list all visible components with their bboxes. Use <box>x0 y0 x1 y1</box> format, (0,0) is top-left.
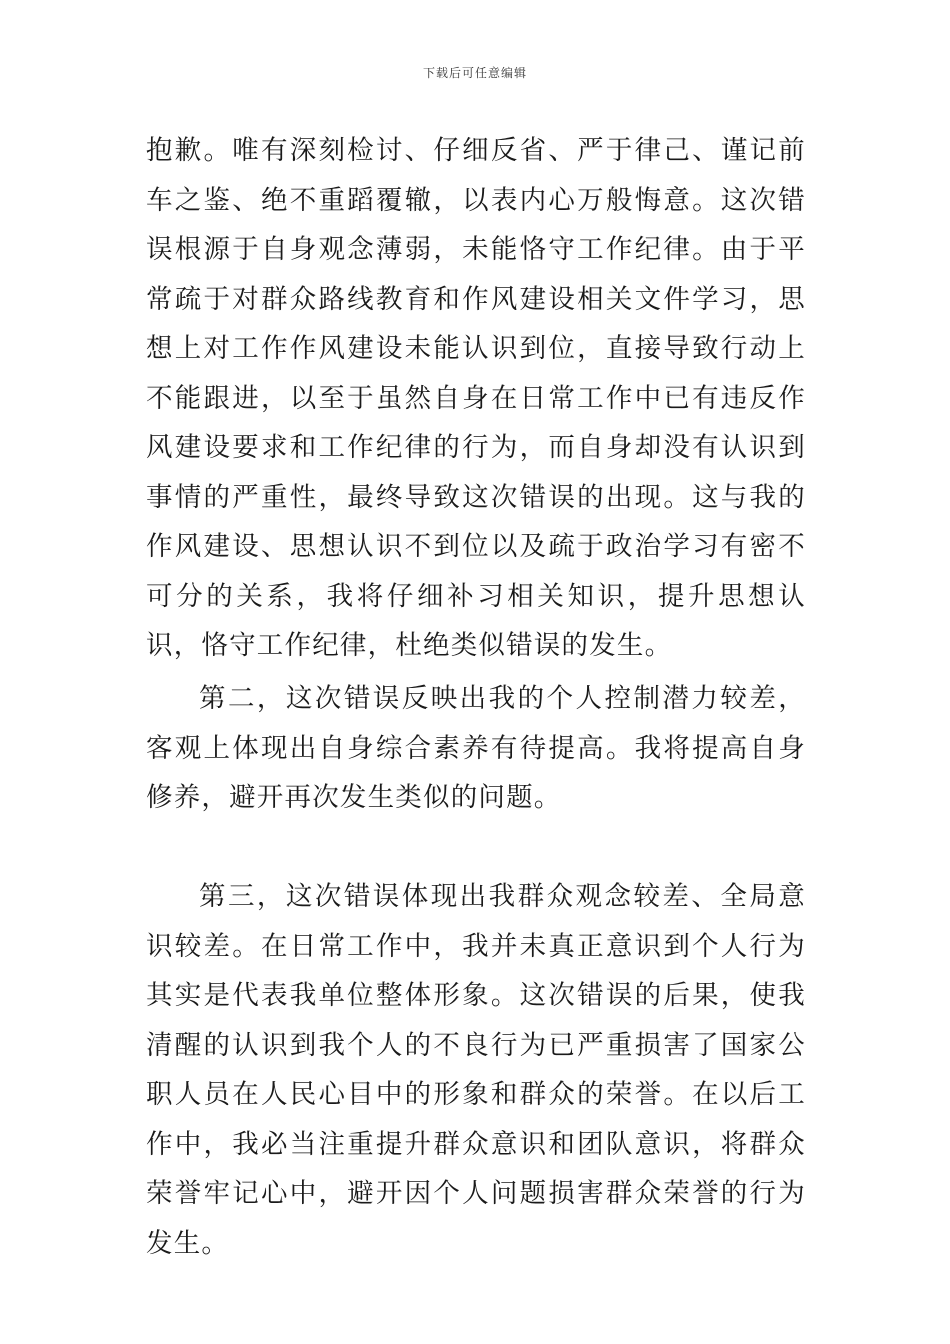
page-header-note: 下载后可任意编辑 <box>422 66 527 80</box>
body-paragraph-3: 第三，这次错误体现出我群众观念较差、全局意识较差。在日常工作中，我并未真正意识到个人行为其实是代表我单位整体形象。这次错误的后果，使我清醒的认识到我个人的不良行为已严重损害了国家公职人员在人民心目中的形象和群众的荣誉。在以后工作中，我必当注重提升群众意识和团队意识，将群众荣誉牢记心中，避开因个人问题损害群众荣誉的行为发生。 <box>146 881 806 1259</box>
body-paragraph-2: 第二，这次错误反映出我的个人控制潜力较差，客观上体现出自身综合素养有待提高。我将提高自身修养，避开再次发生类似的问题。 <box>146 683 806 813</box>
body-paragraph-1: 抱歉。唯有深刻检讨、仔细反省、严于律己、谨记前车之鉴、绝不重蹈覆辙，以表内心万般悔意。这次错误根源于自身观念薄弱，未能恪守工作纪律。由于平常疏于对群众路线教育和作风建设相关文件学习，思想上对工作作风建设未能认识到位，直接导致行动上不能跟进，以至于虽然自身在日常工作中已有违反作风建设要求和工作纪律的行为，而自身却没有认识到事情的严重性，最终导致这次错误的出现。这与我的作风建设、思想认识不到位以及疏于政治学习有密不可分的关系，我将仔细补习相关知识，提升思想认识，恪守工作纪律，杜绝类似错误的发生。 <box>146 135 806 661</box>
